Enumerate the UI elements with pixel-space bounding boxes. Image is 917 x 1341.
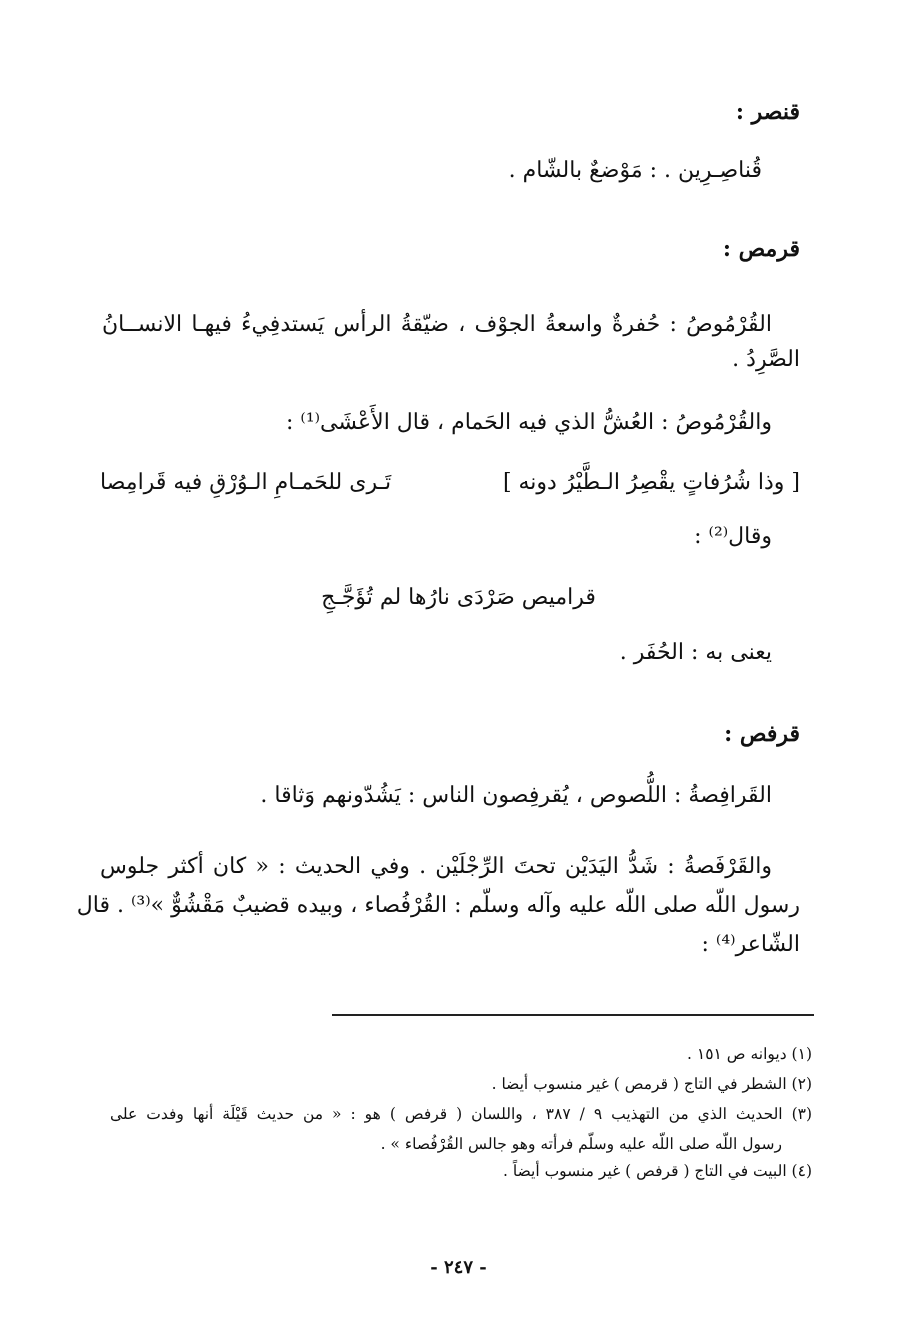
entry-line: يعنى به : الحُفَر . <box>619 640 772 665</box>
footnote: رسول اللّه صلى اللّه عليه وسلّم فرأته وهو جالس القُرْفُصاء » . <box>380 1135 782 1153</box>
entry-line: الشّاعر⁽⁴⁾ : <box>701 932 800 957</box>
entry-line: القَرافِصةُ : اللُّصوص ، يُقرفِصون الناس : يَشُدّونهم وَثاقا . <box>260 783 772 808</box>
entry-line: قُناصِـرِين . : مَوْضعٌ بالشّام . <box>508 158 762 183</box>
verse-hemistich-left: تَـرى للحَمـامِ الـوُرْقِ فيه قَرامِصا <box>100 470 392 495</box>
footnote: (١) ديوانه ص ١٥١ . <box>687 1045 812 1063</box>
verse-line: قراميص صَرْدَى نارُها لم تُؤَجَّـجِ <box>321 585 596 610</box>
entry-line: وقال⁽²⁾ : <box>694 524 772 549</box>
entry-heading-qrfs: قرفص : <box>724 721 800 747</box>
page-number: - ٢٤٧ - <box>430 1257 487 1278</box>
entry-line: والقُرْمُوصُ : العُشُّ الذي فيه الحَمام ، قال الأَعْشَى⁽¹⁾ : <box>286 410 772 435</box>
entry-heading-qnsr: قنصر : <box>735 99 800 125</box>
entry-line: القُرْمُوصُ : حُفرةٌ واسعةُ الجوْف ، ضيّقةُ الرأس يَستدفِيءُ فيهـا الانســانُ <box>102 312 772 337</box>
footnote: (٣) الحديث الذي من التهذيب ٩ / ٣٨٧ ، واللسان ( قرفص ) هو : « من حديث قَيْلَة أنها وفدت على <box>110 1105 813 1123</box>
footnote: (٤) البيت في التاج ( قرفص ) غير منسوب أيضاً . <box>503 1162 812 1180</box>
entry-line: الصَّرِدُ . <box>732 347 800 372</box>
entry-line: والقَرْفَصةُ : شَدُّ اليَدَيْن تحتَ الرِّجْلَيْن . وفي الحديث : « كان أكثر جلوس <box>100 854 772 879</box>
entry-line: رسول اللّه صلى اللّه عليه وآله وسلّم : القُرْفُصاء ، وبيده قضيبٌ مَقْشُوٌّ »⁽³⁾ . قال <box>76 893 800 918</box>
footnote: (٢) الشطر في التاج ( قرمص ) غير منسوب أيضا . <box>491 1075 812 1093</box>
verse-hemistich-right: [ وذا شُرُفاتٍ يقْصِرُ الـطَّيْرُ دونه ] <box>502 470 800 495</box>
footnote-separator <box>332 1014 814 1016</box>
entry-heading-qrms: قرمص : <box>722 236 800 262</box>
